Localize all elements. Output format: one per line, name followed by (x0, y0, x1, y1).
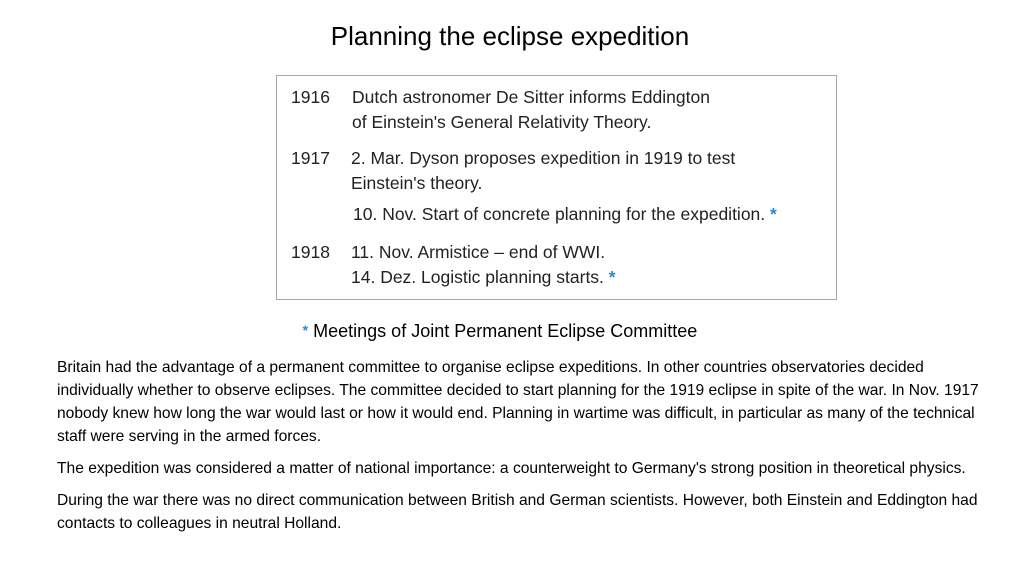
paragraph: Britain had the advantage of a permanent committee to organise eclipse expeditions. In other countries observatories decided individually whether to observe eclipses. The committee decided to start planning for the 1919 eclipse in spite of the war. In Nov. 1917 nobody knew how long the war would last or how it would end. Planning in wartime was difficult, in particular as many of the technical staff were serving in the armed forces. (57, 359, 979, 445)
timeline-1916-line2: of Einstein's General Relativity Theory. (352, 112, 652, 132)
paragraph: The expedition was considered a matter of national importance: a counterweight to Germany's strong position in theoretical physics. (57, 460, 966, 477)
timeline-legend (0, 318, 1000, 343)
committee-meeting-star-icon: * (608, 267, 616, 287)
legend-star-icon: * (302, 322, 309, 338)
timeline-1917-line2: Einstein's theory. (351, 173, 483, 193)
timeline-1917-line3: 10. Nov. Start of concrete planning for the expedition. (353, 204, 766, 224)
paragraph: During the war there was no direct communication between British and German scientists. However, both Einstein and Eddington had contacts to colleagues in neutral Holland. (57, 492, 978, 532)
timeline-1917-line3-wrap (353, 203, 777, 225)
timeline-1917-line1: 2. Mar. Dyson proposes expedition in 1919 to test (351, 148, 736, 168)
timeline-year-1916: 1916 (291, 87, 330, 107)
legend-text: Meetings of Joint Permanent Eclipse Committee (313, 321, 698, 341)
timeline-1918-line2: 14. Dez. Logistic planning starts. (351, 267, 604, 287)
timeline-box (276, 75, 837, 300)
timeline-1918-line1: 11. Nov. Armistice – end of WWI. (351, 242, 606, 262)
body-text (57, 356, 992, 544)
timeline-year-1917: 1917 (291, 148, 330, 168)
committee-meeting-star-icon: * (770, 204, 777, 224)
page-title: Planning the eclipse expedition (330, 21, 690, 51)
timeline-year-1918: 1918 (291, 242, 330, 262)
timeline-1916-line1: Dutch astronomer De Sitter informs Eddington (352, 87, 710, 107)
timeline-1918-line2-wrap (351, 266, 616, 288)
